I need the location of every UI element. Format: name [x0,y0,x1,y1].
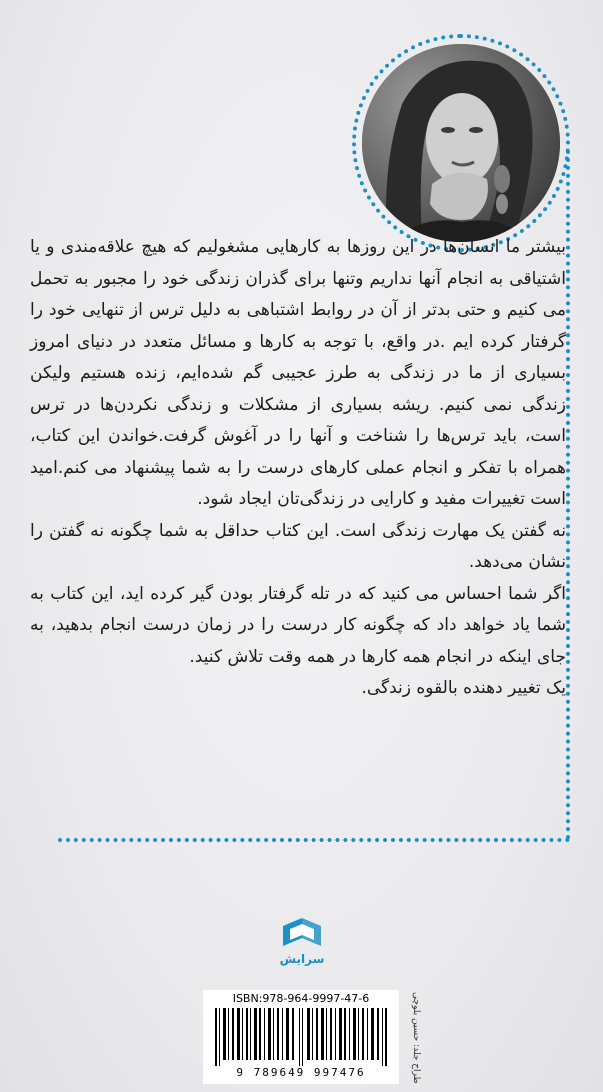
portrait-photo [362,44,560,242]
blurb-paragraph-3: اگر شما احساس می کنید که در تله گرفتار بودن گیر کرده اید، این کتاب به شما یاد خواهد داد که چگونه کار درست را در زمان درست انجام بدهید، به جای اینکه در انجام همه کارها در همه وقت تلاش کنید. [30,583,566,667]
barcode-bars [213,1008,389,1066]
back-cover-blurb [30,232,566,705]
barcode-label [203,990,399,1084]
publisher-logo [277,912,327,970]
blurb-paragraph-4: یک تغییر دهنده بالقوه زندگی. [361,678,566,698]
blurb-paragraph-1: بیشتر ما انسان‌ها در این روزها به کارهایی مشغولیم که هیچ علاقه‌مندی و یا اشتیاقی به انجام آنها نداریم وتنها برای گذران زندگی خود را مجبور به تحمل می کنیم و حتی بدتر از آن در روابط اشتباهی به دلیل ترس از تنهایی خود را گرفتار کرده ایم .در واقع، با توجه به کارها و مسائل متعدد در دنیای امروز بسیاری از ما در زندگی به طرز عجیبی گم شده‌ایم، زنده هستیم ولیکن زندگی نمی کنیم. ریشه بسیاری از مشکلات و زندگی نکردن‌ها در ترس است، باید ترس‌ها را شناخت و آنها را در آغوش گرفت.خواندن این کتاب، همراه با تفکر و انجام عملی کارهای درست را به شما پیشنهاد می کنم.امید است تغییرات مفید و کارایی در زندگی‌تان ایجاد شود. [30,237,566,509]
isbn-text: ISBN:978-964-9997-47-6 [232,992,370,1005]
publisher-name: سرایش [279,952,325,966]
dotted-border-right [566,150,570,840]
blurb-paragraph-2: نه گفتن یک مهارت زندگی است. این کتاب حداقل به شما چگونه نه گفتن را نشان می‌دهد. [30,520,566,572]
open-book-icon [277,912,327,952]
author-portrait [362,44,560,242]
dotted-border-bottom [58,838,570,842]
cover-design-credit: طراح جلد: حسین بلوچی [411,992,421,1084]
barcode-number: 9 789649 997476 [236,1066,366,1079]
